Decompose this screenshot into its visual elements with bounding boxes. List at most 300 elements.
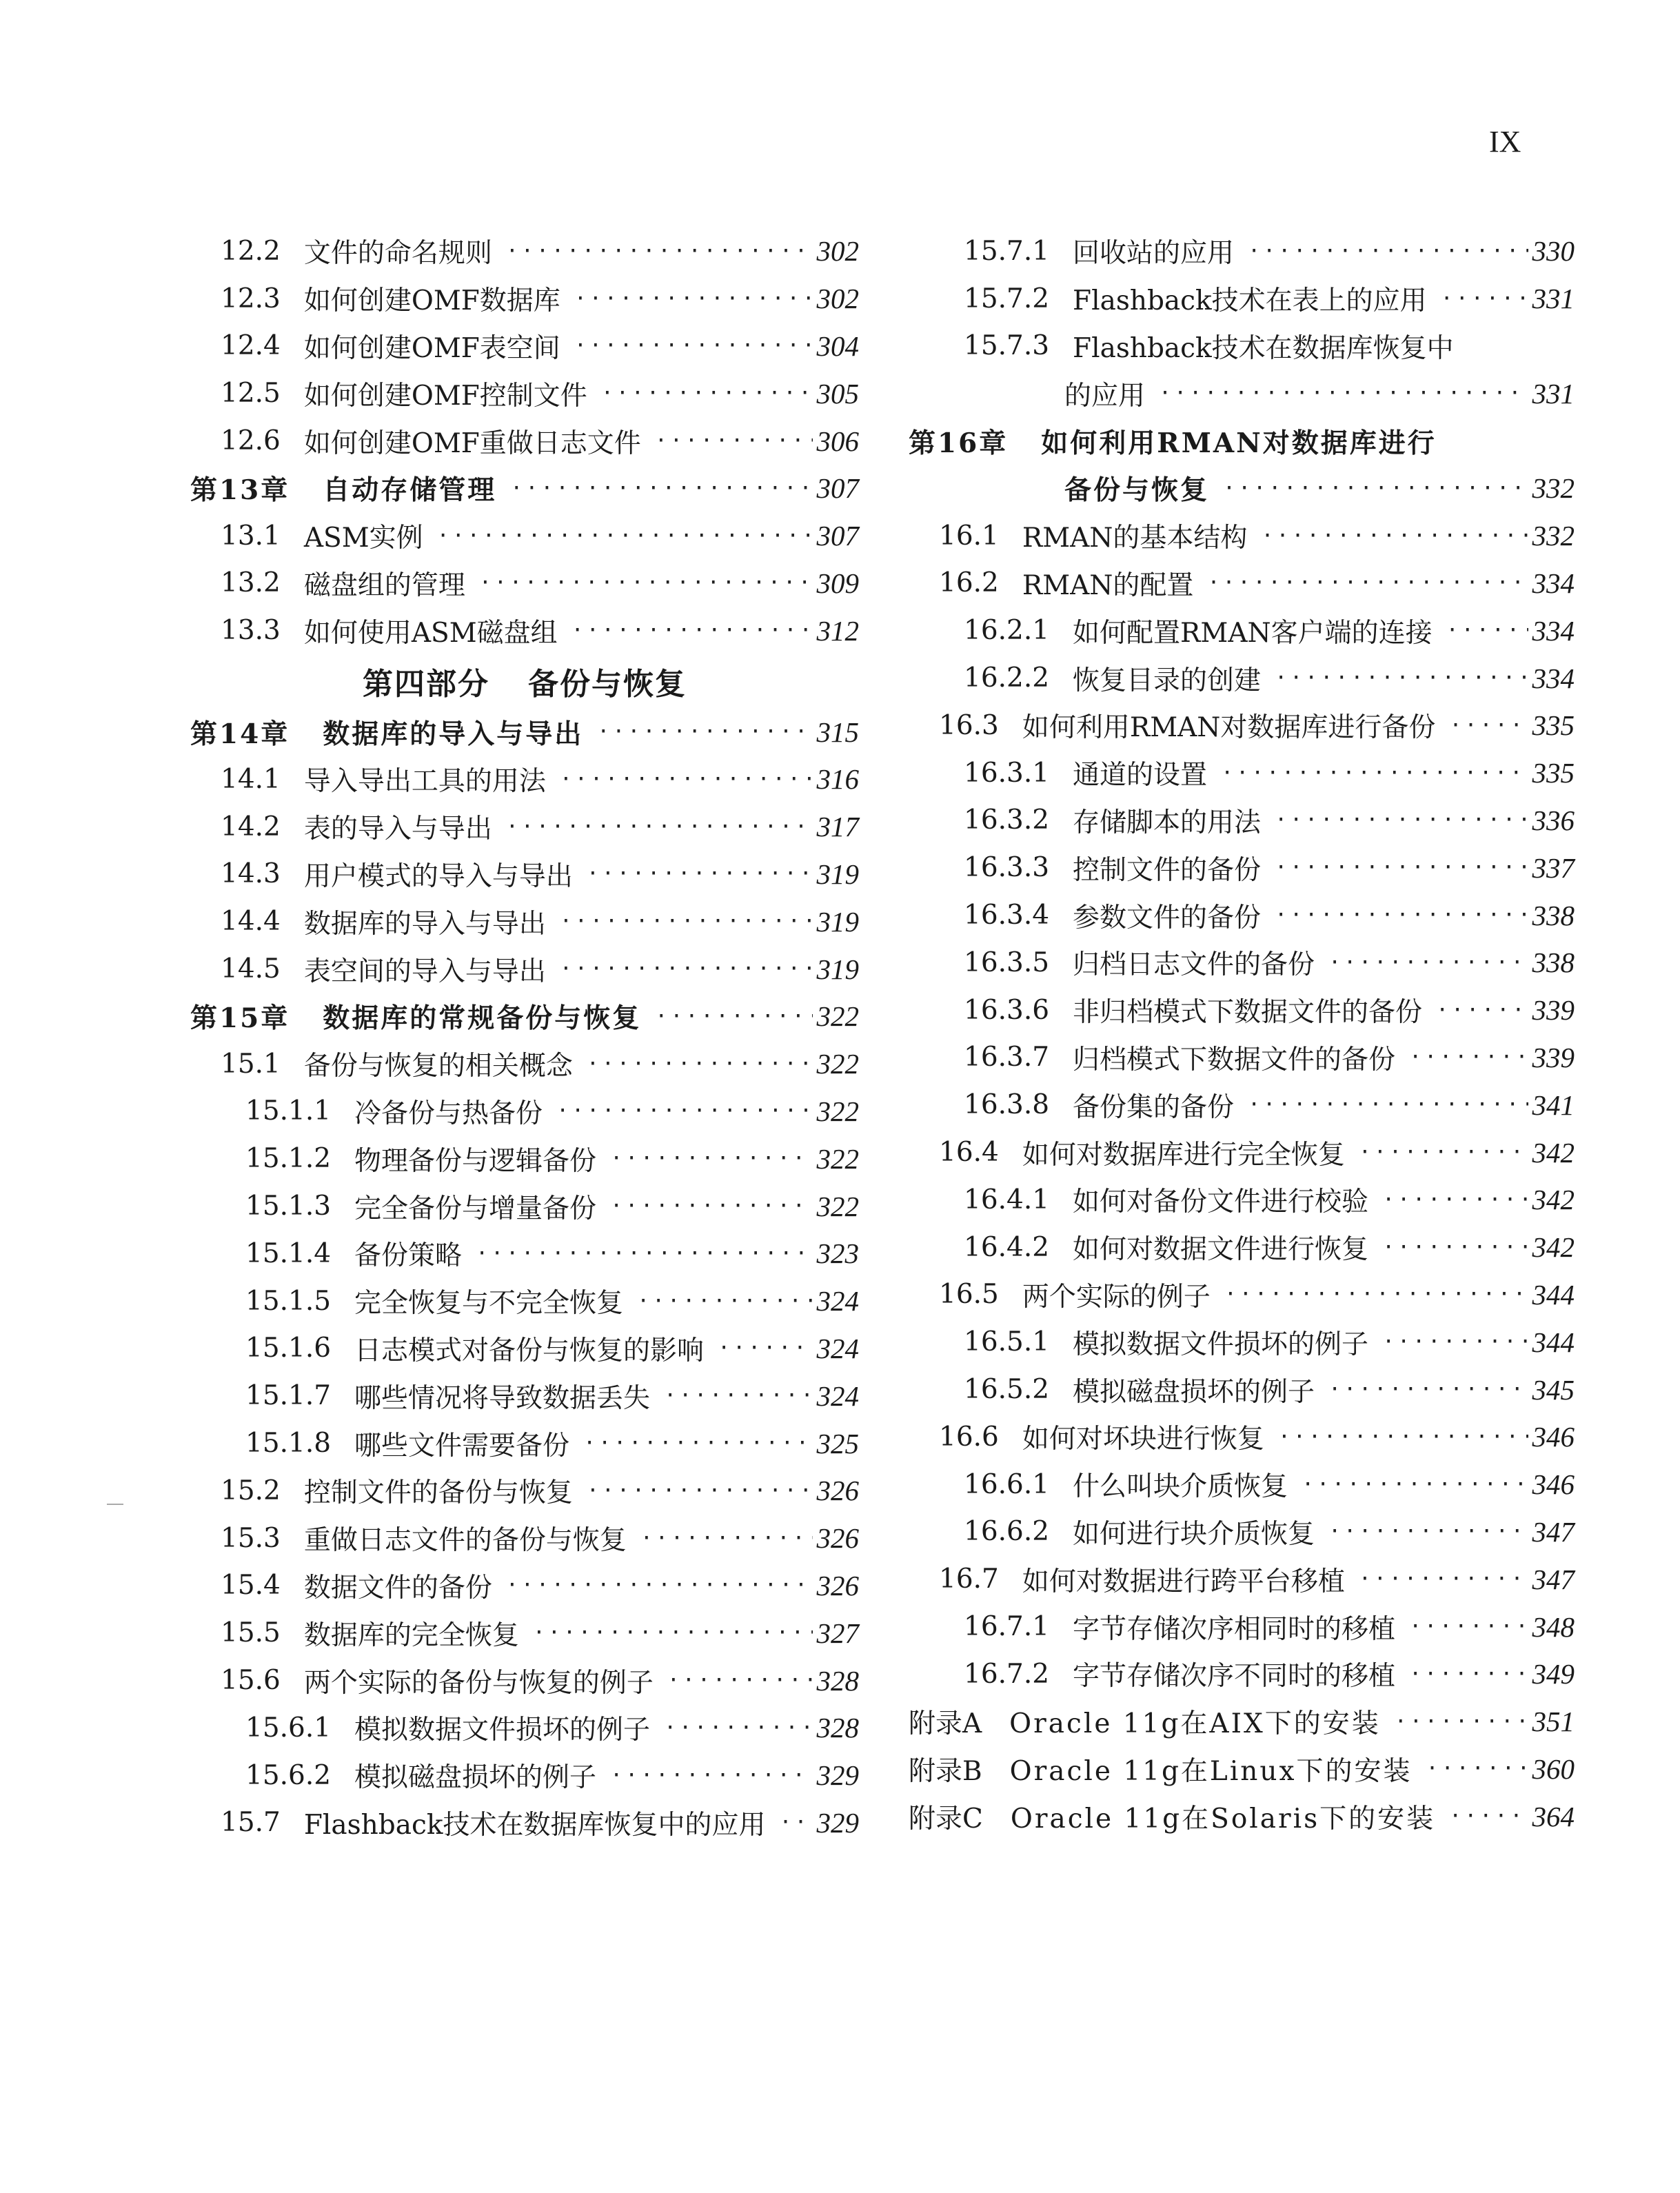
toc-entry bbox=[190, 1515, 859, 1562]
toc-entry bbox=[909, 797, 1575, 845]
toc-entry bbox=[190, 1704, 859, 1752]
toc-entry-page: 338 bbox=[1532, 899, 1575, 931]
toc-entry bbox=[909, 1224, 1575, 1271]
toc-entry bbox=[190, 803, 859, 851]
toc-entry-number: 16.6.1 bbox=[964, 1468, 1050, 1500]
toc-entry-page: 331 bbox=[1532, 377, 1575, 410]
toc-entry bbox=[190, 708, 859, 756]
toc-entry-number: 16.7 bbox=[939, 1564, 999, 1595]
toc-entry-title: 数据库的完全恢复 bbox=[303, 1619, 519, 1651]
toc-entry-title-wrap bbox=[221, 232, 492, 270]
dot-leader bbox=[1382, 1330, 1528, 1354]
dot-leader bbox=[560, 957, 813, 981]
toc-entry-number: 附录C bbox=[909, 1803, 983, 1835]
toc-entry-page: 342 bbox=[1532, 1136, 1575, 1169]
toc-entry-title-wrap bbox=[964, 801, 1261, 840]
dot-leader bbox=[587, 1479, 813, 1503]
toc-entry-title: 控制文件的备份与恢复 bbox=[303, 1477, 573, 1509]
toc-entry-title: 如何创建OMF表空间 bbox=[303, 332, 560, 364]
toc-entry-number: 12.2 bbox=[221, 235, 281, 267]
toc-entry-page: 344 bbox=[1532, 1278, 1575, 1311]
toc-entry-page: 346 bbox=[1532, 1468, 1575, 1501]
toc-entry-number: 15.4 bbox=[221, 1570, 281, 1601]
dot-leader bbox=[640, 1526, 813, 1550]
toc-entry-title-wrap bbox=[939, 1560, 1345, 1599]
toc-entry-page: 319 bbox=[816, 858, 859, 890]
part-heading bbox=[190, 654, 859, 708]
toc-entry-number: 15.3 bbox=[221, 1522, 281, 1554]
toc-entry-title: 表的导入与导出 bbox=[303, 813, 492, 845]
dot-leader bbox=[476, 1242, 812, 1266]
dot-leader bbox=[1382, 1188, 1528, 1212]
toc-entry-page: 326 bbox=[816, 1522, 859, 1555]
toc-entry-title: 备份集的备份 bbox=[1073, 1091, 1235, 1123]
toc-entry-title: 如何进行块介质恢复 bbox=[1073, 1518, 1315, 1550]
toc-entry-page: 334 bbox=[1532, 662, 1575, 694]
toc-entry-title-wrap bbox=[964, 1228, 1368, 1266]
dot-leader bbox=[1278, 1425, 1528, 1449]
toc-entry bbox=[909, 702, 1575, 749]
toc-entry-title-wrap bbox=[245, 1756, 596, 1795]
toc-entry-title-wrap bbox=[939, 1275, 1211, 1314]
toc-entry-title: 如何对坏块进行恢复 bbox=[1022, 1424, 1264, 1455]
toc-entry-title: 如何创建OMF重做日志文件 bbox=[303, 427, 641, 459]
toc-entry-page: 312 bbox=[816, 614, 859, 647]
toc-entry-number: 第14章 bbox=[190, 718, 290, 750]
toc-entry-number: 16.5 bbox=[939, 1279, 999, 1311]
toc-entry-page: 342 bbox=[1532, 1231, 1575, 1264]
toc-entry bbox=[909, 417, 1575, 465]
toc-entry bbox=[909, 1271, 1575, 1319]
toc-entry-page: 334 bbox=[1532, 614, 1575, 647]
dot-leader bbox=[1302, 1473, 1528, 1497]
toc-entry-page: 328 bbox=[816, 1664, 859, 1697]
toc-entry-number: 15.5 bbox=[221, 1617, 281, 1649]
toc-entry-title-wrap bbox=[245, 1377, 650, 1415]
dot-leader bbox=[574, 334, 813, 358]
toc-entry-title: 备份策略 bbox=[354, 1240, 463, 1272]
dot-leader bbox=[1275, 856, 1528, 880]
toc-entry bbox=[190, 993, 859, 1040]
toc-entry-page: 332 bbox=[1532, 472, 1575, 505]
toc-entry-page: 325 bbox=[816, 1427, 859, 1459]
toc-entry-number: 15.1.5 bbox=[245, 1285, 332, 1317]
toc-entry bbox=[190, 560, 859, 607]
toc-entry bbox=[190, 1230, 859, 1277]
toc-entry bbox=[190, 323, 859, 370]
toc-entry-title: 数据库的导入与导出 bbox=[303, 908, 546, 940]
toc-entry-title: 备份与恢复的相关概念 bbox=[303, 1051, 573, 1082]
toc-entry bbox=[190, 1419, 859, 1467]
toc-entry-title-wrap bbox=[909, 1702, 1381, 1741]
toc-entry bbox=[909, 1081, 1575, 1129]
toc-entry-page: 302 bbox=[816, 283, 859, 315]
dot-leader bbox=[1359, 1567, 1528, 1591]
dot-leader bbox=[1221, 761, 1528, 785]
toc-left-column bbox=[190, 228, 859, 1846]
toc-entry-title-wrap bbox=[245, 1140, 596, 1178]
toc-entry bbox=[190, 1088, 859, 1135]
toc-entry-title-wrap bbox=[245, 1424, 569, 1463]
toc-entry-title: 哪些情况将导致数据丢失 bbox=[354, 1382, 651, 1414]
toc-entry-title-wrap bbox=[909, 1750, 1413, 1788]
toc-entry-page: 322 bbox=[816, 1190, 859, 1222]
toc-entry-page: 307 bbox=[816, 472, 859, 505]
dot-leader bbox=[1224, 1282, 1528, 1306]
toc-group-chapter-16-appendices bbox=[909, 228, 1575, 1840]
toc-entry-title-wrap bbox=[245, 1187, 596, 1226]
toc-entry-number: 16.3.2 bbox=[964, 805, 1050, 836]
dot-leader bbox=[1261, 524, 1528, 548]
dot-leader bbox=[667, 1668, 813, 1692]
toc-entry bbox=[190, 370, 859, 417]
toc-entry-title: 存储脚本的用法 bbox=[1073, 807, 1262, 838]
toc-entry-title-wrap bbox=[964, 991, 1422, 1029]
toc-entry-page: 326 bbox=[816, 1475, 859, 1507]
toc-entry-title: 数据库的常规备份与恢复 bbox=[323, 1002, 642, 1035]
dot-leader bbox=[1275, 808, 1528, 832]
toc-entry-title: 控制文件的备份 bbox=[1073, 854, 1262, 886]
toc-entry-title-wrap bbox=[964, 1513, 1315, 1551]
toc-entry bbox=[190, 465, 859, 512]
toc-entry-title-wrap bbox=[964, 849, 1261, 887]
toc-entry bbox=[909, 749, 1575, 797]
toc-entry-number: 16.3.8 bbox=[964, 1089, 1050, 1121]
toc-entry-page: 322 bbox=[816, 1048, 859, 1080]
toc-entry bbox=[909, 323, 1575, 370]
toc-entry bbox=[190, 1372, 859, 1419]
toc-entry-page: 324 bbox=[816, 1332, 859, 1364]
toc-entry-title-wrap bbox=[964, 279, 1427, 318]
toc-entry-title-wrap bbox=[909, 422, 1575, 461]
toc-entry-title: 归档模式下数据文件的备份 bbox=[1073, 1044, 1396, 1075]
toc-entry bbox=[190, 512, 859, 560]
toc-entry-title: 哪些文件需要备份 bbox=[354, 1430, 570, 1462]
toc-entry-page: 328 bbox=[816, 1712, 859, 1744]
toc-entry-title: 文件的命名规则 bbox=[303, 238, 492, 270]
toc-entry-number: 16.4.2 bbox=[964, 1231, 1050, 1263]
toc-entry-title: 如何利用RMAN对数据库进行 bbox=[1041, 427, 1437, 459]
toc-entry-title-wrap bbox=[964, 754, 1207, 792]
toc-entry bbox=[909, 1746, 1575, 1793]
toc-entry-title-wrap bbox=[221, 1566, 492, 1605]
dot-leader bbox=[587, 862, 813, 886]
toc-entry-page: 302 bbox=[816, 235, 859, 267]
toc-entry bbox=[909, 1176, 1575, 1224]
toc-entry-title-wrap bbox=[245, 1092, 543, 1131]
dot-leader bbox=[637, 1289, 812, 1313]
page-number: IX bbox=[1489, 125, 1521, 159]
toc-entry-number: 12.6 bbox=[221, 425, 281, 457]
toc-entry bbox=[909, 512, 1575, 560]
toc-entry-number: 16.7.1 bbox=[964, 1611, 1050, 1642]
toc-entry-title: 如何对备份文件进行校验 bbox=[1073, 1186, 1369, 1218]
toc-entry-title: 如何创建OMF数据库 bbox=[303, 285, 560, 317]
toc-entry-number: 16.2 bbox=[939, 567, 999, 599]
toc-entry-page: 335 bbox=[1532, 757, 1575, 789]
dot-leader bbox=[1275, 666, 1528, 690]
toc-entry-title: 两个实际的例子 bbox=[1022, 1281, 1211, 1313]
toc-entry-number: 15.1.4 bbox=[245, 1237, 332, 1269]
toc-entry bbox=[909, 275, 1575, 323]
toc-entry-title: Flashback技术在数据库恢复中的应用 bbox=[303, 1809, 766, 1841]
dot-leader bbox=[655, 429, 813, 453]
toc-entry-title-wrap bbox=[1064, 469, 1209, 507]
toc-entry-title-wrap bbox=[221, 612, 558, 650]
toc-entry-title-wrap bbox=[221, 1471, 573, 1510]
toc-entry-number: 16.1 bbox=[939, 520, 999, 552]
toc-entry-title-wrap bbox=[221, 564, 465, 603]
toc-entry-title: 磁盘组的管理 bbox=[303, 569, 465, 601]
toc-entry bbox=[190, 607, 859, 654]
toc-entry-title: RMAN的配置 bbox=[1022, 569, 1194, 601]
toc-entry bbox=[190, 1799, 859, 1847]
toc-entry-title-wrap bbox=[190, 997, 641, 1035]
dot-leader bbox=[1395, 1710, 1528, 1734]
toc-entry-title: 参数文件的备份 bbox=[1073, 902, 1262, 933]
toc-entry-page: 323 bbox=[816, 1237, 859, 1270]
dot-leader bbox=[560, 767, 813, 791]
dot-leader bbox=[664, 1384, 812, 1408]
toc-entry-page: 331 bbox=[1532, 283, 1575, 315]
toc-entry-number: 14.5 bbox=[221, 953, 281, 985]
toc-entry-page: 347 bbox=[1532, 1563, 1575, 1595]
toc-entry-title-wrap bbox=[221, 1661, 654, 1700]
toc-entry-page: 322 bbox=[816, 1000, 859, 1033]
toc-entry-number: 15.7 bbox=[221, 1807, 281, 1839]
toc-group-chapters-14-15 bbox=[190, 708, 859, 1846]
toc-entry-title-wrap bbox=[964, 1038, 1395, 1077]
toc-entry-number: 14.2 bbox=[221, 811, 281, 842]
toc-entry bbox=[909, 228, 1575, 275]
margin-mark bbox=[107, 1504, 123, 1505]
toc-entry-title-wrap bbox=[964, 327, 1575, 365]
toc-entry-number: 16.3.3 bbox=[964, 852, 1050, 884]
toc-entry-title: 两个实际的备份与恢复的例子 bbox=[303, 1667, 654, 1699]
toc-entry-page: 329 bbox=[816, 1759, 859, 1792]
dot-leader bbox=[560, 909, 813, 933]
toc-entry bbox=[909, 987, 1575, 1034]
dot-leader bbox=[571, 618, 813, 643]
toc-entry-title: 什么叫块介质恢复 bbox=[1073, 1471, 1288, 1503]
toc-entry-page: 341 bbox=[1532, 1089, 1575, 1121]
dot-leader bbox=[556, 1099, 812, 1123]
toc-entry bbox=[190, 1325, 859, 1373]
toc-entry-title: 完全备份与增量备份 bbox=[354, 1193, 597, 1224]
toc-entry-number: 16.7.2 bbox=[964, 1658, 1050, 1690]
toc-entry bbox=[909, 560, 1575, 607]
toc-group-chapters-12-13 bbox=[190, 228, 859, 654]
dot-leader bbox=[510, 476, 812, 501]
toc-entry-title: 归档日志文件的备份 bbox=[1073, 949, 1315, 981]
toc-entry-number: 16.6 bbox=[939, 1421, 999, 1453]
toc-entry-title: 如何配置RMAN客户端的连接 bbox=[1073, 617, 1433, 649]
toc-entry bbox=[190, 1562, 859, 1610]
toc-entry bbox=[909, 1366, 1575, 1413]
dot-leader bbox=[1248, 239, 1528, 263]
dot-leader bbox=[610, 1194, 812, 1218]
dot-leader bbox=[437, 524, 813, 548]
toc-entry-title: 日志模式对备份与恢复的影响 bbox=[354, 1335, 705, 1366]
toc-entry-page: 324 bbox=[816, 1285, 859, 1317]
toc-entry-title: 如何对数据库进行完全恢复 bbox=[1022, 1139, 1345, 1171]
toc-entry-number: 12.3 bbox=[221, 283, 281, 314]
toc-entry-page: 309 bbox=[816, 567, 859, 599]
toc-entry-page: 345 bbox=[1532, 1373, 1575, 1406]
toc-entry-number: 15.1.1 bbox=[245, 1095, 332, 1127]
toc-entry bbox=[190, 898, 859, 945]
toc-entry-title-wrap bbox=[964, 896, 1261, 935]
toc-entry-title: Oracle 11g在Linux下的安装 bbox=[1009, 1755, 1413, 1787]
toc-entry bbox=[909, 1318, 1575, 1366]
toc-entry-number: 16.2.2 bbox=[964, 663, 1050, 694]
dot-leader bbox=[1359, 1140, 1528, 1164]
dot-leader bbox=[506, 815, 813, 839]
toc-entry-page: 348 bbox=[1532, 1610, 1575, 1643]
toc-entry bbox=[909, 607, 1575, 654]
toc-entry-number: 13.2 bbox=[221, 567, 281, 599]
toc-entry-number: 12.4 bbox=[221, 330, 281, 362]
toc-entry-title-wrap bbox=[221, 1803, 765, 1842]
toc-entry bbox=[909, 844, 1575, 891]
toc-entry-title-wrap bbox=[964, 612, 1433, 650]
toc-entry-title-wrap bbox=[221, 950, 546, 989]
toc-entry-title-wrap bbox=[939, 1417, 1264, 1456]
dot-leader bbox=[1409, 1615, 1528, 1639]
toc-entry-title-wrap bbox=[190, 713, 583, 751]
toc-entry-title-wrap bbox=[964, 1323, 1368, 1362]
dot-leader bbox=[1409, 1045, 1528, 1069]
toc-entry bbox=[190, 851, 859, 898]
toc-entry-title: 如何使用ASM磁盘组 bbox=[303, 617, 558, 649]
toc-entry-title-wrap bbox=[964, 943, 1315, 982]
toc-entry-title-wrap bbox=[964, 1608, 1395, 1646]
toc-entry-page: 360 bbox=[1532, 1752, 1575, 1785]
dot-leader bbox=[1328, 1377, 1528, 1402]
toc-entry-title-wrap bbox=[221, 516, 423, 555]
toc-entry-page: 322 bbox=[816, 1142, 859, 1175]
toc-entry-title-wrap bbox=[964, 659, 1261, 698]
toc-entry-number: 第13章 bbox=[190, 474, 290, 507]
dot-leader bbox=[506, 1573, 813, 1597]
toc-entry-page: 336 bbox=[1532, 804, 1575, 836]
toc-entry-number: 15.7.2 bbox=[964, 283, 1050, 314]
toc-entry-title-wrap bbox=[221, 279, 560, 318]
toc-entry-title: Flashback技术在数据库恢复中 bbox=[1073, 332, 1454, 364]
toc-entry-number: 16.3.4 bbox=[964, 900, 1050, 931]
toc-entry-number: 附录B bbox=[909, 1755, 982, 1787]
dot-leader bbox=[718, 1336, 812, 1360]
toc-entry bbox=[190, 756, 859, 803]
toc-entry-title: 通道的设置 bbox=[1073, 760, 1208, 791]
toc-entry-number: 15.6 bbox=[221, 1665, 281, 1696]
toc-entry-title-wrap bbox=[1064, 374, 1145, 413]
toc-entry-page: 329 bbox=[816, 1806, 859, 1839]
toc-entry-title-wrap bbox=[939, 1133, 1345, 1172]
dot-leader bbox=[664, 1716, 812, 1740]
toc-entry-title: 如何对数据进行跨平台移植 bbox=[1022, 1566, 1345, 1597]
dot-leader bbox=[1328, 951, 1528, 975]
toc-entry-title-wrap bbox=[939, 516, 1247, 555]
dot-leader bbox=[779, 1810, 812, 1835]
toc-entry-continued bbox=[909, 370, 1575, 417]
toc-entry bbox=[190, 228, 859, 275]
toc-entry-title: Flashback技术在表上的应用 bbox=[1073, 285, 1427, 317]
toc-entry-number: 16.5.1 bbox=[964, 1326, 1050, 1358]
toc-entry bbox=[909, 1698, 1575, 1746]
dot-leader bbox=[1449, 714, 1528, 738]
toc-entry-title: 非归档模式下数据文件的备份 bbox=[1073, 997, 1423, 1029]
dot-leader bbox=[601, 381, 813, 405]
toc-entry-title: Oracle 11g在AIX下的安装 bbox=[1009, 1708, 1381, 1740]
toc-entry-title-wrap bbox=[221, 855, 573, 893]
toc-entry-page: 337 bbox=[1532, 851, 1575, 884]
toc-entry-continued bbox=[909, 465, 1575, 512]
toc-entry-page: 346 bbox=[1532, 1421, 1575, 1453]
toc-entry-page: 334 bbox=[1532, 567, 1575, 599]
toc-entry-title-wrap bbox=[939, 564, 1193, 603]
toc-entry-title: 数据库的导入与导出 bbox=[323, 718, 584, 750]
toc-entry bbox=[190, 1040, 859, 1088]
toc-entry-title: 字节存储次序不同时的移植 bbox=[1073, 1661, 1396, 1692]
toc-entry-title: 如何利用RMAN对数据库进行备份 bbox=[1022, 712, 1436, 744]
toc-entry-number: 15.6.1 bbox=[245, 1712, 332, 1744]
toc-entry-title: 用户模式的导入与导出 bbox=[303, 860, 573, 892]
toc-entry-page: 339 bbox=[1532, 1041, 1575, 1073]
toc-entry-number: 16.3.5 bbox=[964, 947, 1050, 978]
toc-entry-page: 364 bbox=[1532, 1800, 1575, 1832]
part-heading-title: 备份与恢复 bbox=[528, 667, 687, 703]
dot-leader bbox=[583, 1431, 812, 1455]
toc-entry-page: 317 bbox=[816, 811, 859, 843]
toc-entry-title: 模拟磁盘损坏的例子 bbox=[1073, 1376, 1315, 1408]
toc-entry-page: 342 bbox=[1532, 1184, 1575, 1216]
dot-leader bbox=[1441, 287, 1528, 311]
toc-entry-number: 15.1 bbox=[221, 1048, 281, 1080]
toc-entry-title: 物理备份与逻辑备份 bbox=[354, 1145, 597, 1177]
toc-entry-title: Oracle 11g在Solaris下的安装 bbox=[1010, 1803, 1436, 1835]
toc-entry-title-wrap bbox=[221, 1614, 519, 1653]
dot-leader bbox=[1446, 618, 1528, 643]
dot-leader bbox=[1382, 1235, 1528, 1260]
toc-entry-number: 14.1 bbox=[221, 763, 281, 795]
toc-entry bbox=[190, 1182, 859, 1230]
dot-leader bbox=[1223, 476, 1528, 501]
toc-entry-page: 315 bbox=[816, 716, 859, 748]
dot-leader bbox=[1275, 903, 1528, 927]
toc-entry-title-wrap bbox=[964, 232, 1234, 270]
toc-entry-title: 如何创建OMF控制文件 bbox=[303, 380, 587, 412]
toc-entry-page: 344 bbox=[1532, 1326, 1575, 1358]
toc-entry-number: 16.3 bbox=[939, 709, 999, 741]
toc-entry-title-wrap bbox=[221, 902, 546, 941]
toc-entry-page: 347 bbox=[1532, 1515, 1575, 1548]
toc-entry-title: 模拟磁盘损坏的例子 bbox=[354, 1762, 597, 1794]
toc-entry-title: 重做日志文件的备份与恢复 bbox=[303, 1525, 627, 1557]
toc-entry-number: 15.6.2 bbox=[245, 1759, 332, 1791]
toc-entry-number: 15.1.7 bbox=[245, 1380, 332, 1412]
toc-entry bbox=[190, 417, 859, 465]
toc-entry-title-wrap bbox=[190, 469, 496, 507]
toc-entry bbox=[190, 1135, 859, 1182]
toc-entry-title-wrap bbox=[221, 422, 641, 461]
toc-entry-title-wrap bbox=[245, 1329, 704, 1368]
toc-entry-title: 冷备份与热备份 bbox=[354, 1098, 543, 1129]
toc-entry-number: 12.5 bbox=[221, 378, 281, 410]
dot-leader bbox=[1409, 1662, 1528, 1686]
toc-entry-page: 304 bbox=[816, 330, 859, 362]
toc-entry-number: 14.4 bbox=[221, 906, 281, 938]
